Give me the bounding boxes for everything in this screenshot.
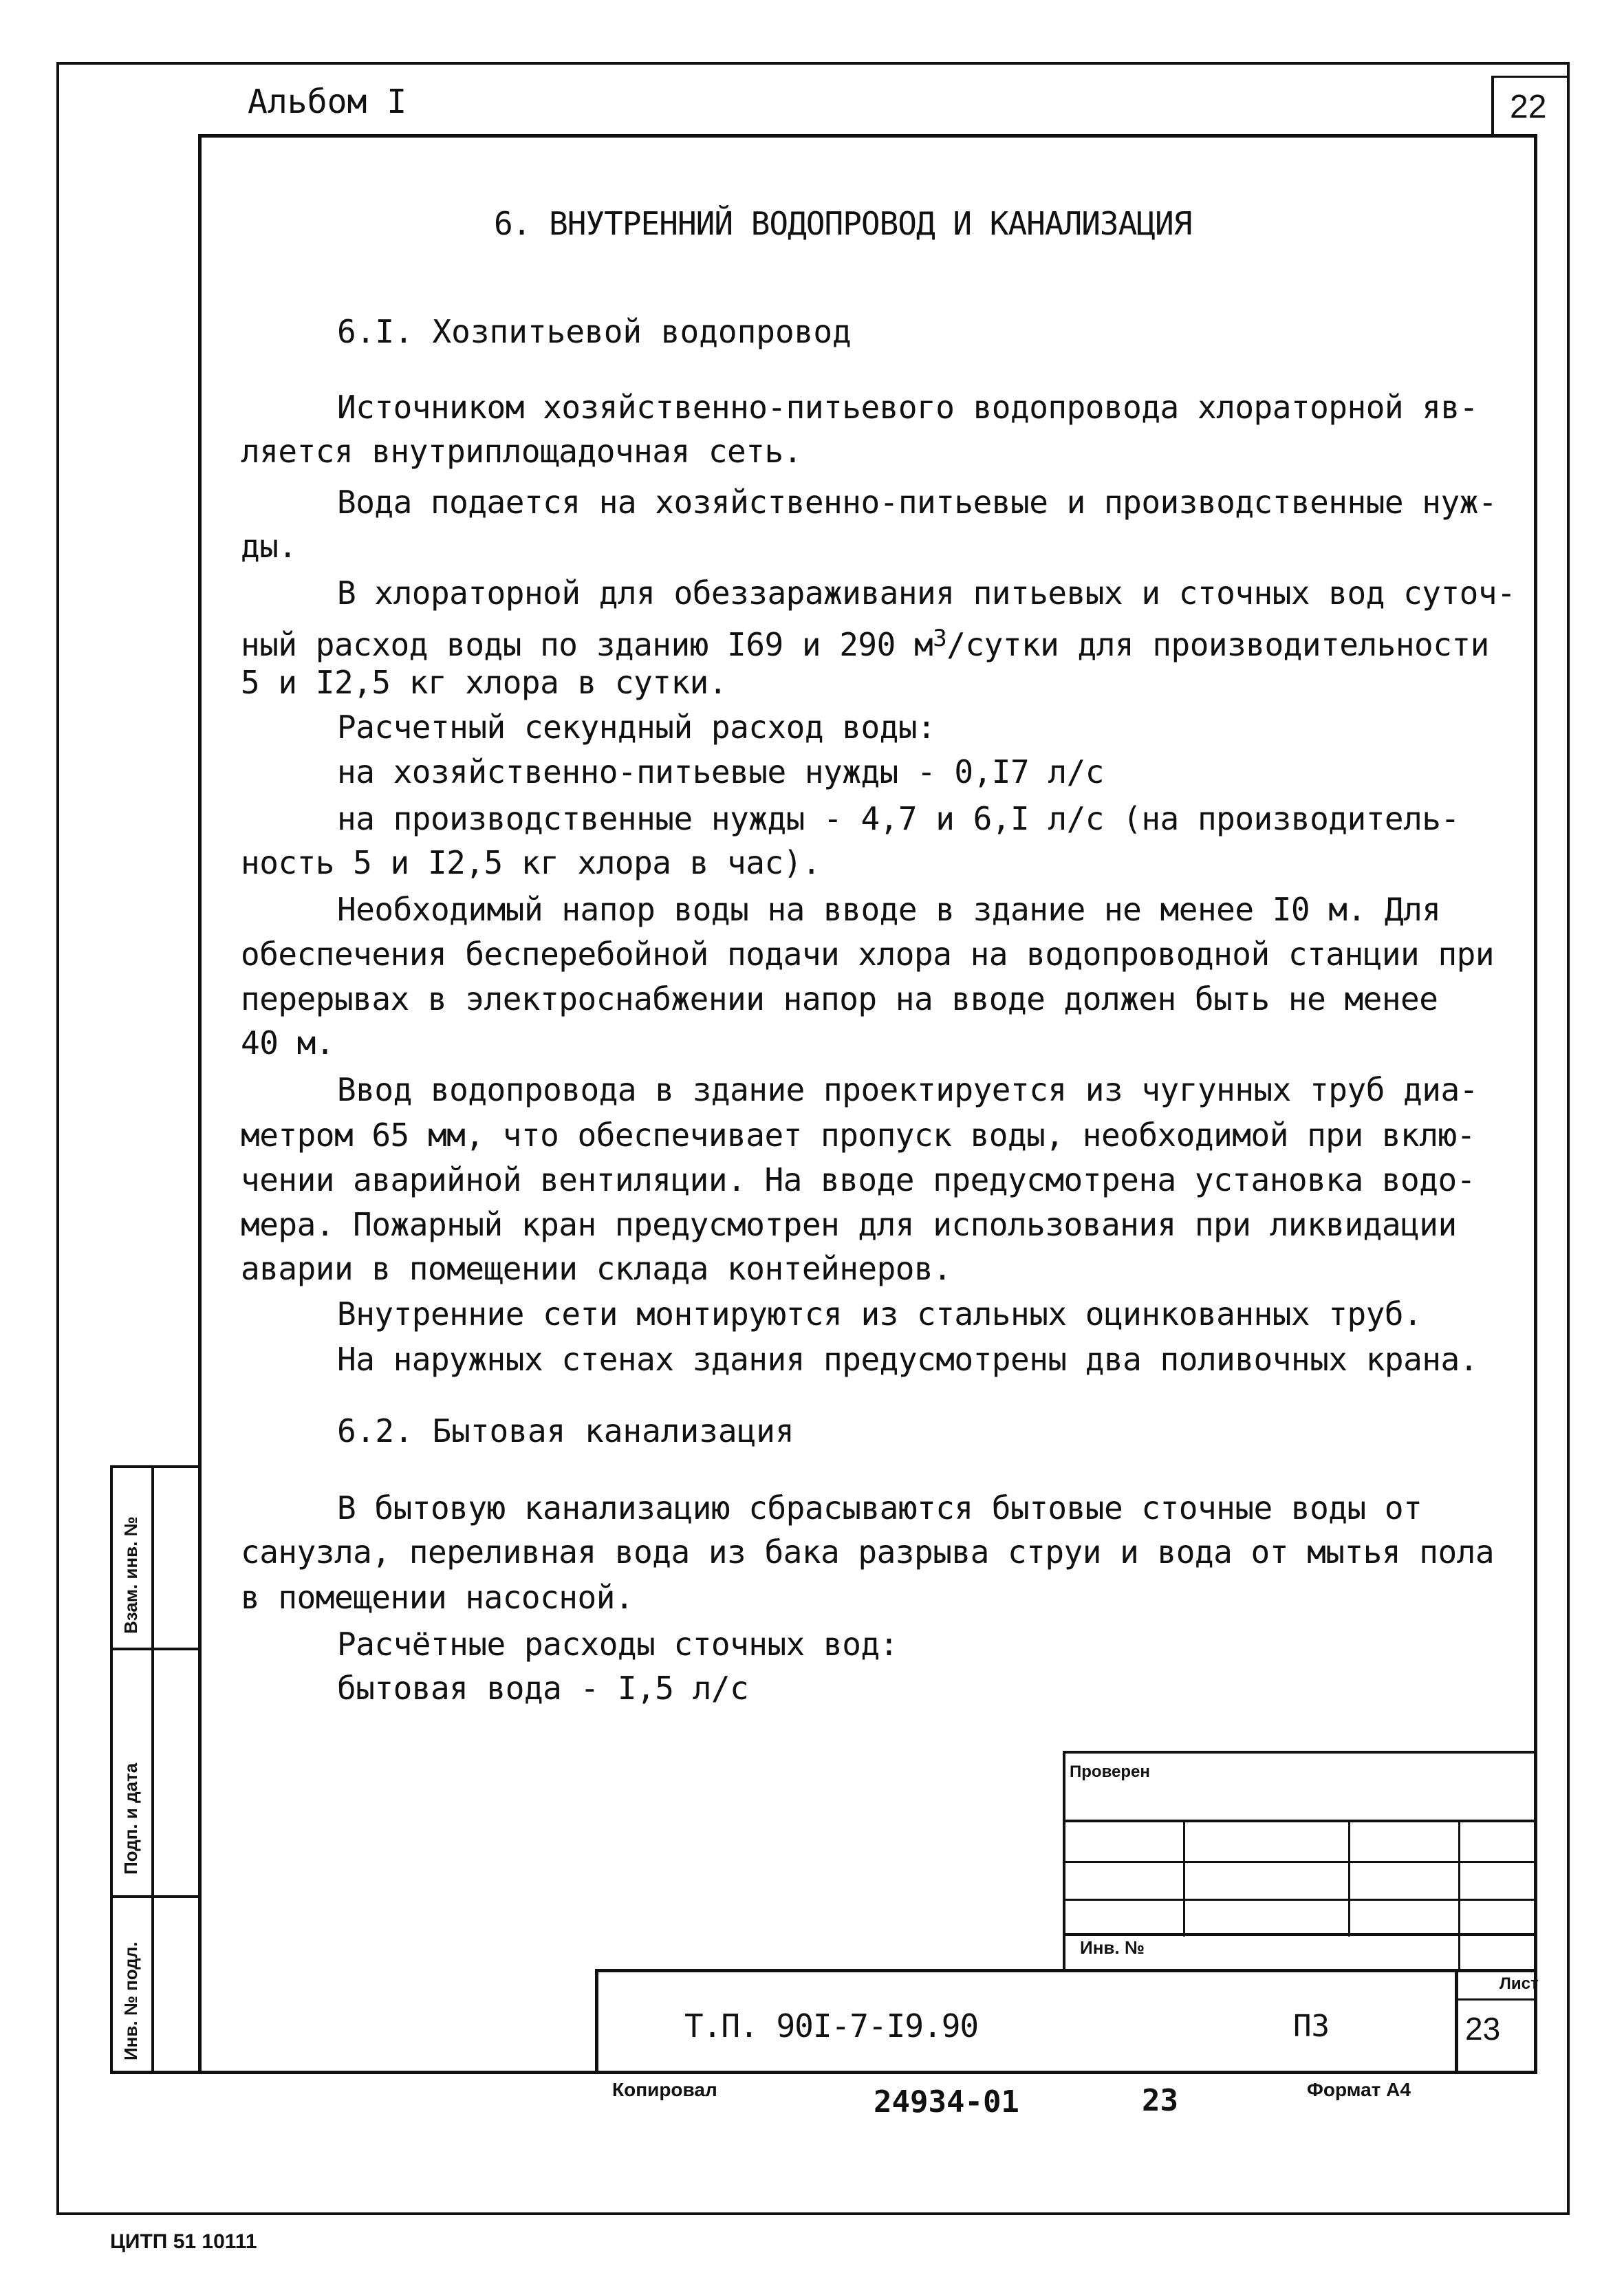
section-heading-6-1: 6.I. Хозпитьевой водопровод (337, 313, 852, 350)
paragraph-line: метром 65 мм, что обеспечивает пропуск воды, необходимой при вклю- (241, 1117, 1475, 1154)
document-code: Т.П. 90I-7-I9.90 (684, 2007, 979, 2045)
inv-number-label: Инв. № (1080, 1937, 1145, 1958)
paragraph-line: В хлораторной для обеззараживания питьевых и сточных вод суточ- (337, 574, 1516, 612)
paragraph-line: в помещении насосной. (241, 1579, 634, 1616)
paragraph-line-with-superscript (241, 616, 1489, 667)
line-text: ный расход воды по зданию I69 и 290 м (241, 626, 933, 663)
page-title: 6. ВНУТРЕННИЙ ВОДОПРОВОД И КАНАЛИЗАЦИЯ (494, 205, 1192, 242)
paragraph-line: на производственные нужды - 4,7 и 6,I л/с (на производитель- (337, 800, 1460, 837)
document-type: ПЗ (1293, 2009, 1330, 2044)
side-label-vzam: Взам. инв. № (120, 1516, 141, 1634)
paragraph-line: ды. (241, 528, 297, 565)
paragraph-line: перерывах в электроснабжении напор на вводе должен быть не менее (241, 980, 1438, 1017)
paragraph-line: аварии в помещении склада контейнеров. (241, 1250, 952, 1287)
paragraph-line: чении аварийной вентиляции. На вводе предусмотрена установка водо- (241, 1161, 1475, 1198)
paragraph-line: Вода подается на хозяйственно-питьевые и производственные нуж- (337, 484, 1497, 521)
paragraph-line: Расчётные расходы сточных вод: (337, 1626, 898, 1663)
superscript: 3 (933, 625, 947, 652)
footer-page: 23 (1142, 2083, 1178, 2118)
page-number: 22 (1510, 89, 1547, 125)
paragraph-line: 40 м. (241, 1024, 334, 1061)
album-label: Альбом I (248, 83, 407, 121)
side-label-podp: Подп. и дата (120, 1762, 141, 1875)
paragraph-line: ляется внутриплощадочная сеть. (241, 433, 802, 470)
section-heading-6-2: 6.2. Бытовая канализация (337, 1412, 794, 1449)
checked-label: Проверен (1070, 1762, 1150, 1781)
paragraph-line: мера. Пожарный кран предусмотрен для использования при ликвидации (241, 1206, 1457, 1243)
paragraph-line: 5 и I2,5 кг хлора в сутки. (241, 664, 728, 701)
copied-label: Копировал (612, 2079, 717, 2100)
sheet-label: Лист (1500, 1974, 1539, 1993)
paragraph-line: Внутренние сети монтируются из стальных оцинкованных труб. (337, 1295, 1422, 1333)
paragraph-line: санузла, переливная вода из бака разрыва струи и вода от мытья пола (241, 1533, 1495, 1571)
paragraph-line: В бытовую канализацию сбрасываются бытовые сточные воды от (337, 1489, 1422, 1527)
format-label: Формат А4 (1307, 2079, 1411, 2100)
paragraph-line: бытовая вода - I,5 л/с (337, 1670, 749, 1707)
side-label-inv: Инв. № подл. (120, 1941, 141, 2060)
order-number: 24934-01 (874, 2084, 1019, 2120)
paragraph-line: На наружных стенах здания предусмотрены два поливочных крана. (337, 1341, 1478, 1378)
paragraph-line: ность 5 и I2,5 кг хлора в час). (241, 844, 821, 881)
paragraph-line: на хозяйственно-питьевые нужды - 0,I7 л/с (337, 753, 1104, 790)
printer-mark: ЦИТП 51 10111 (110, 2230, 257, 2253)
paragraph-line: Расчетный секундный расход воды: (337, 709, 936, 746)
paragraph-line: Необходимый напор воды на вводе в здание не менее I0 м. Для (337, 891, 1441, 928)
sheet-number: 23 (1465, 2011, 1501, 2047)
paragraph-line: Источником хозяйственно-питьевого водопровода хлораторной яв- (337, 389, 1478, 426)
paragraph-line: Ввод водопровода в здание проектируется из чугунных труб диа- (337, 1071, 1478, 1108)
paragraph-line: обеспечения бесперебойной подачи хлора на водопроводной станции при (241, 936, 1495, 973)
line-tail: /сутки для производительности (946, 626, 1489, 663)
